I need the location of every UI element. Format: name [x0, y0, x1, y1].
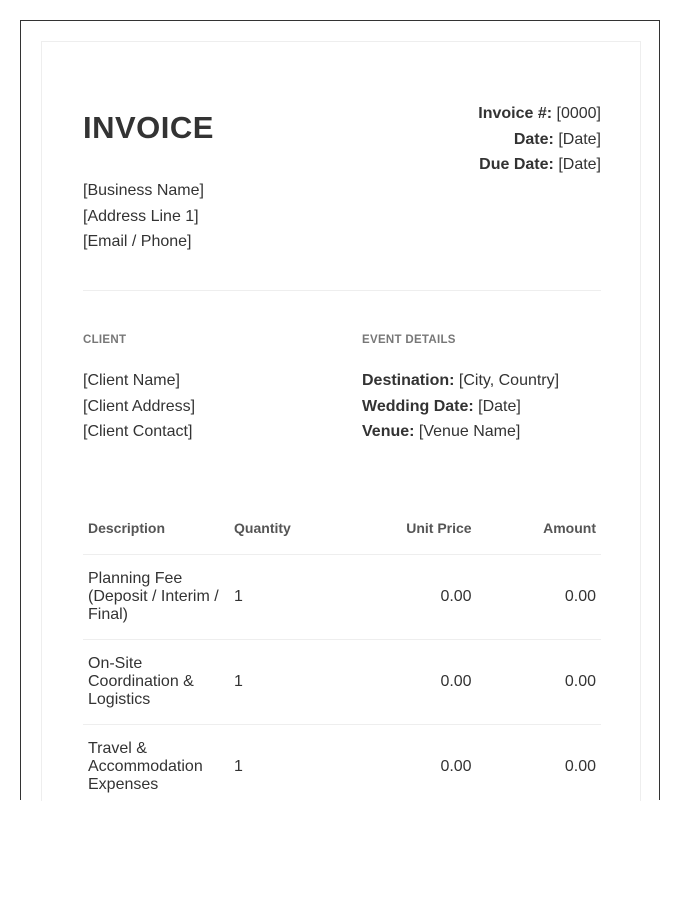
due-date-value: [Date]	[558, 156, 601, 173]
event-details-heading: EVENT DETAILS	[362, 334, 456, 346]
row-description: Travel & Accommodation Expenses	[83, 725, 229, 802]
due-date-label: Due Date:	[479, 156, 554, 173]
client-name: [Client Name]	[83, 372, 180, 389]
destination-label: Destination:	[362, 372, 455, 389]
table-row	[83, 555, 601, 640]
section-divider	[83, 290, 601, 291]
invoice-number-value: [0000]	[556, 105, 601, 122]
invoice-number-line	[478, 101, 601, 127]
row-unit-price: 0.00	[354, 640, 477, 725]
invoice-document	[41, 41, 641, 801]
row-amount: 0.00	[477, 640, 601, 725]
event-details	[362, 368, 559, 445]
client-heading: CLIENT	[83, 334, 127, 346]
line-items-table	[83, 502, 601, 801]
client-info	[83, 368, 195, 445]
invoice-date-label: Date:	[513, 130, 554, 148]
venue-line	[362, 419, 559, 445]
invoice-date-value: [Date]	[558, 130, 601, 148]
table-header-row	[83, 502, 601, 555]
row-description: Planning Fee (Deposit / Interim / Final)	[83, 555, 229, 640]
row-description: On-Site Coordination & Logistics	[83, 640, 229, 725]
page-frame	[20, 20, 660, 800]
client-contact: [Client Contact]	[83, 423, 193, 440]
row-unit-price: 0.00	[354, 555, 477, 640]
due-date-line	[478, 152, 601, 178]
table-row	[83, 640, 601, 725]
wedding-date-label: Wedding Date:	[362, 397, 474, 415]
destination-value: [City, Country]	[458, 372, 560, 389]
row-quantity: 1	[229, 555, 354, 640]
column-header-unit-price: Unit Price	[354, 502, 477, 555]
wedding-date-line	[362, 394, 559, 420]
invoice-date-line	[478, 127, 601, 153]
venue-value: [Venue Name]	[418, 423, 521, 440]
venue-label: Venue:	[362, 423, 415, 440]
column-header-description: Description	[83, 502, 229, 555]
row-quantity: 1	[229, 725, 354, 802]
business-name: [Business Name]	[83, 182, 204, 199]
row-quantity: 1	[229, 640, 354, 725]
column-header-quantity: Quantity	[229, 502, 354, 555]
destination-line	[362, 368, 559, 394]
business-info	[83, 178, 204, 255]
wedding-date-value: [Date]	[478, 397, 521, 415]
table-row	[83, 725, 601, 802]
invoice-number-label: Invoice #:	[478, 105, 553, 122]
invoice-meta	[478, 101, 601, 178]
invoice-title: INVOICE	[83, 110, 214, 145]
client-address: [Client Address]	[83, 397, 196, 415]
business-address: [Address Line 1]	[83, 207, 199, 225]
column-header-amount: Amount	[477, 502, 601, 555]
row-amount: 0.00	[477, 725, 601, 802]
business-contact: [Email / Phone]	[83, 233, 192, 250]
row-amount: 0.00	[477, 555, 601, 640]
row-unit-price: 0.00	[354, 725, 477, 802]
